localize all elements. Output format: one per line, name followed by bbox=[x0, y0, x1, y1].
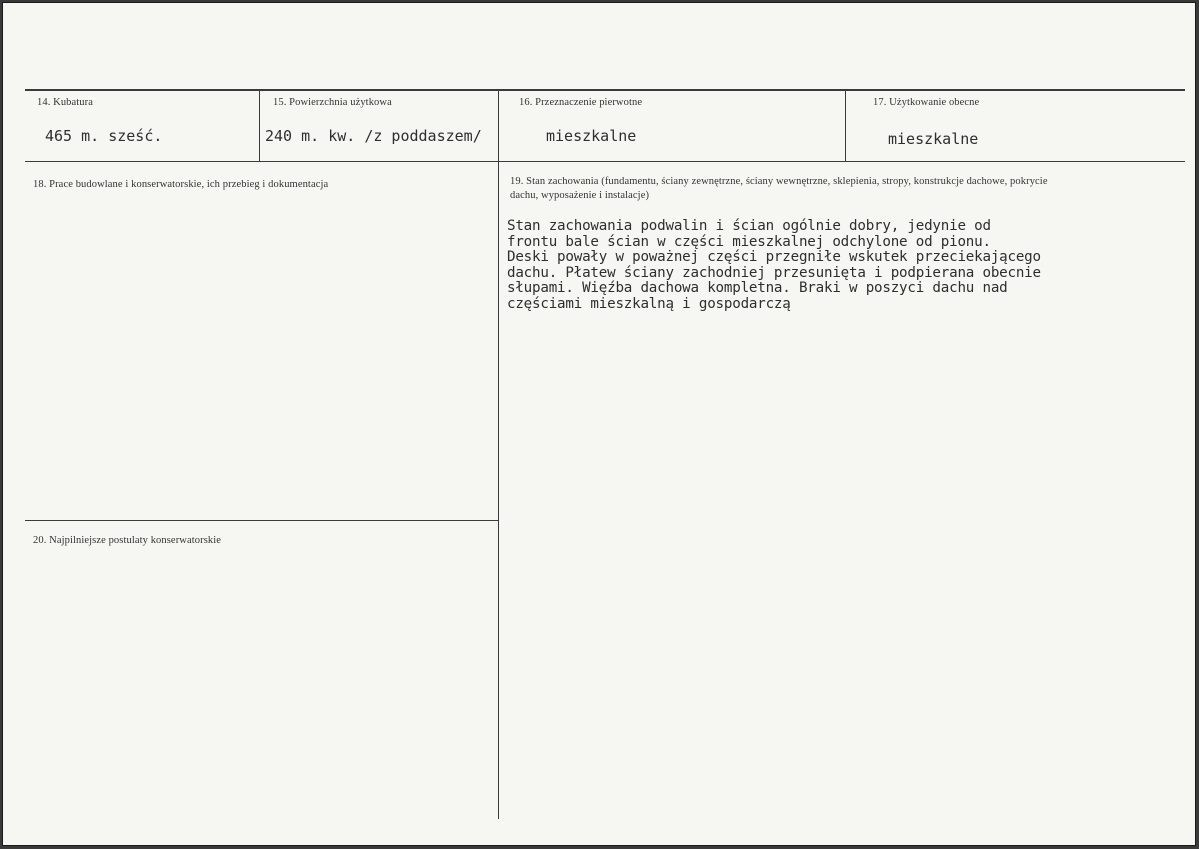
top-rule bbox=[25, 89, 1185, 91]
section-18-20-rule bbox=[25, 520, 498, 521]
field-17-value: mieszkalne bbox=[888, 130, 979, 148]
field-14-label: 14. Kubatura bbox=[37, 97, 94, 108]
field-19-line: dachu. Płatew ściany zachodniej przesunięta i podpierana obecnie bbox=[507, 264, 1041, 281]
field-19-text bbox=[507, 219, 1041, 313]
field-19-line: Stan zachowania podwalin i ścian ogólnie dobry, jedynie od bbox=[507, 218, 991, 234]
field-16-label: 16. Przeznaczenie pierwotne bbox=[519, 97, 643, 108]
field-15-value: 240 m. kw. /z poddaszem/ bbox=[265, 127, 482, 145]
divider-16-17 bbox=[845, 89, 846, 162]
field-18-label: 18. Prace budowlane i konserwatorskie, ich przebieg i dokumentacja bbox=[33, 179, 329, 190]
record-card bbox=[2, 2, 1196, 846]
divider-15-16 bbox=[498, 89, 499, 819]
field-20-label: 20. Najpilniejsze postulaty konserwatorskie bbox=[33, 535, 222, 546]
field-17-label: 17. Użytkowanie obecne bbox=[873, 97, 980, 108]
field-19-label: 19. Stan zachowania (fundamentu, ściany zewnętrzne, ściany wewnętrzne, sklepienia, stropy, konstrukcje dachowe, pokrycie dachu, wyposażenie i instalacje) bbox=[510, 176, 1048, 201]
field-19-line: słupami. Więźba dachowa kompletna. Braki w poszyci dachu nad bbox=[507, 280, 1008, 297]
field-15-label: 15. Powierzchnia użytkowa bbox=[273, 97, 392, 108]
divider-14-15 bbox=[259, 89, 260, 162]
field-16-value: mieszkalne bbox=[546, 127, 637, 145]
field-19-line: Deski powały w poważnej części przegniłe wskutek przeciekającego bbox=[507, 249, 1041, 266]
field-19-line: frontu bale ścian w części mieszkalnej odchylone od pionu. bbox=[507, 233, 991, 250]
field-19-line: częściami mieszkalną i gospodarczą bbox=[507, 295, 791, 312]
header-row-bottom-rule bbox=[25, 161, 1185, 162]
field-14-value: 465 m. sześć. bbox=[45, 127, 163, 145]
